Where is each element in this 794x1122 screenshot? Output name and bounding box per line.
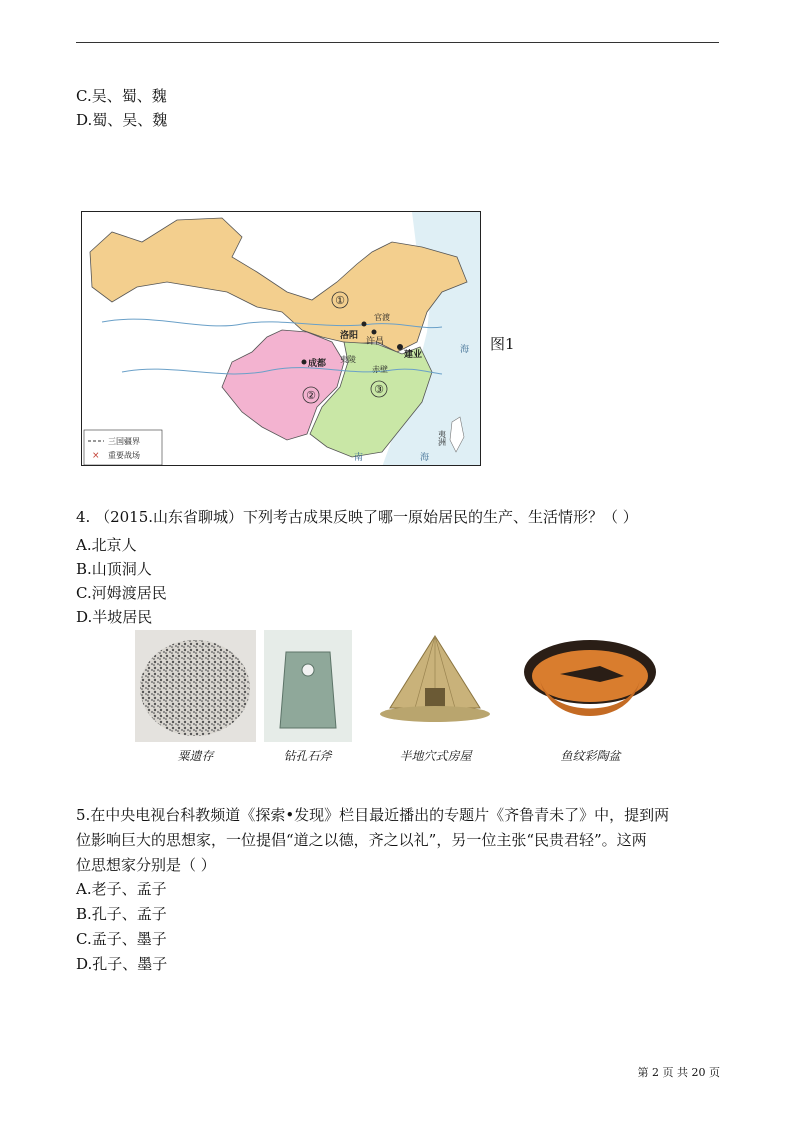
photo-fish-pottery-basin bbox=[520, 630, 660, 742]
q4-stem: 4. （2015.山东省聊城）下列考古成果反映了哪一原始居民的生产、生活情形？（ ） bbox=[76, 508, 638, 526]
xuchang-dot bbox=[372, 330, 377, 335]
q3-option-d: D.蜀、吴、魏 bbox=[76, 111, 168, 129]
caption-basin: 鱼纹彩陶盆 bbox=[560, 749, 621, 763]
basin-svg bbox=[520, 630, 660, 742]
legend-border-label: 三国疆界 bbox=[108, 437, 140, 446]
caption-house: 半地穴式房屋 bbox=[399, 749, 472, 763]
q5-option-d: D.孔子、墨子 bbox=[76, 955, 168, 973]
q5-option-b: B.孔子、孟子 bbox=[76, 905, 167, 923]
photo-stone-axe bbox=[264, 630, 352, 742]
battle-yiling: 夷陵 bbox=[340, 355, 356, 364]
q5-stem-line-1: 5.在中央电视台科教频道《探索•发现》栏目最近播出的专题片《齐鲁青未了》中，提到两 bbox=[76, 806, 670, 824]
millet-svg bbox=[135, 630, 256, 742]
marker-3: ③ bbox=[374, 383, 384, 396]
figure-label: 图1 bbox=[490, 335, 515, 353]
q5-option-a: A.老子、孟子 bbox=[76, 880, 167, 898]
city-xuchang: 许昌 bbox=[366, 337, 385, 347]
label-yizhou: 夷洲 bbox=[437, 430, 447, 446]
city-luoyang: 洛阳 bbox=[340, 331, 359, 341]
q5-stem-line-3: 位思想家分别是（ ） bbox=[76, 856, 216, 874]
header-rule bbox=[76, 42, 719, 43]
label-sea-east: 海 bbox=[460, 345, 470, 355]
q5-option-c: C.孟子、墨子 bbox=[76, 930, 167, 948]
caption-stone-axe: 钻孔石斧 bbox=[283, 749, 332, 763]
marker-1: ① bbox=[335, 294, 345, 307]
q4-option-a: A.北京人 bbox=[76, 536, 137, 554]
label-south: 南 bbox=[354, 453, 364, 463]
legend-battle-swatch: × bbox=[92, 451, 100, 461]
caption-millet: 粟遗存 bbox=[177, 749, 214, 763]
label-sea-south: 海 bbox=[420, 453, 430, 463]
q5-stem-line-2: 位影响巨大的思想家，一位提倡“道之以德，齐之以礼”，另一位主张“民贵君轻”。这两 bbox=[76, 831, 647, 849]
city-chengdu: 成都 bbox=[308, 359, 327, 369]
jianye-dot bbox=[397, 344, 403, 350]
battle-chibi: 赤壁 bbox=[372, 365, 388, 374]
q4-option-b: B.山顶洞人 bbox=[76, 560, 152, 578]
three-kingdoms-map bbox=[81, 211, 481, 466]
marker-2: ② bbox=[306, 389, 316, 402]
legend-battle-label: 重要战场 bbox=[108, 451, 140, 460]
q3-option-c: C.吴、蜀、魏 bbox=[76, 87, 167, 105]
q4-option-d: D.半坡居民 bbox=[76, 608, 153, 626]
photo-semi-subterranean-house bbox=[375, 630, 496, 742]
page-number: 第 2 页 共 20 页 bbox=[637, 1066, 720, 1079]
axe-svg bbox=[264, 630, 352, 742]
luoyang-dot bbox=[362, 322, 367, 327]
chengdu-dot bbox=[302, 360, 307, 365]
photo-millet-remains bbox=[135, 630, 256, 742]
battle-guandu: 官渡 bbox=[374, 313, 390, 322]
city-jianye: 建业 bbox=[404, 350, 423, 360]
q4-option-c: C.河姆渡居民 bbox=[76, 584, 167, 602]
map-svg bbox=[82, 212, 481, 466]
house-svg bbox=[375, 630, 496, 742]
